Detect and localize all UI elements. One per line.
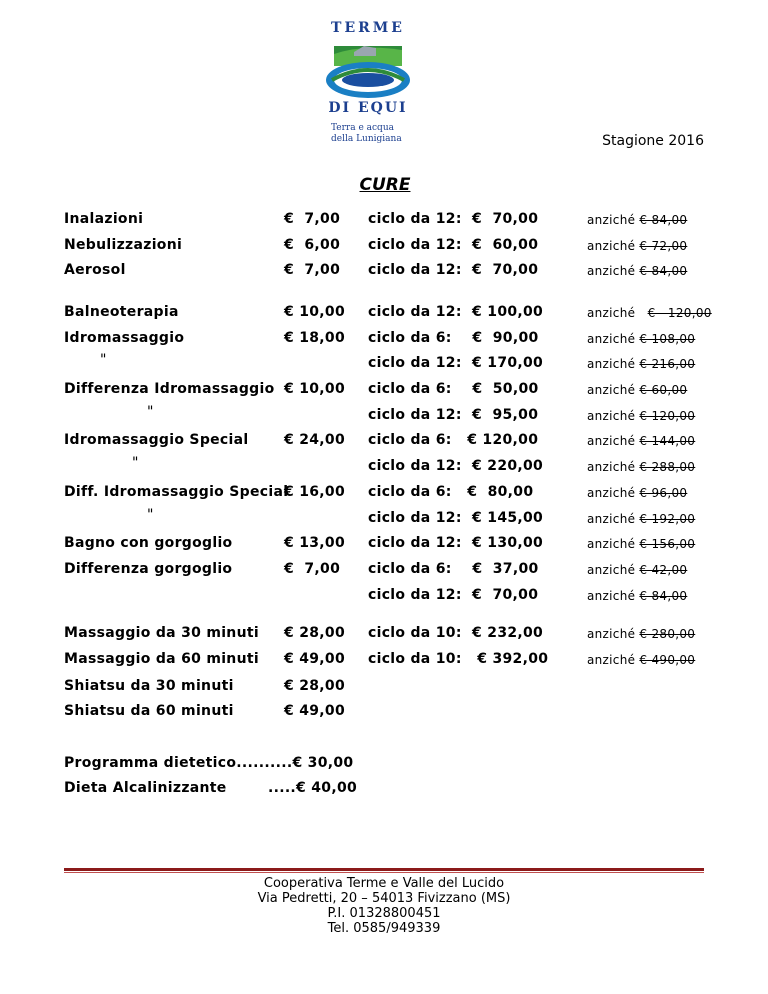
treatment-name: Idromassaggio [64,330,185,346]
old-price-value: € 42,00 [639,563,688,577]
old-price-value: € 84,00 [639,264,688,278]
treatment-price: € 16,00 [284,484,345,500]
treatment-price: € 7,00 [284,561,341,577]
treatment-price: € 6,00 [284,237,341,253]
old-price-value: € 84,00 [639,589,688,603]
cycle-price: ciclo da 10: € 392,00 [368,651,549,667]
cycle-price: ciclo da 6: € 50,00 [368,381,539,397]
logo-tagline [331,123,402,145]
treatment-name: Idromassaggio Special [64,432,249,448]
ditto-mark: " [147,404,154,420]
treatment-name: Massaggio da 60 minuti [64,651,259,667]
diet-program-line: Programma dietetico..........€ 30,00 [64,755,354,771]
old-price-value: € 192,00 [639,512,696,526]
treatment-price: € 49,00 [284,651,345,667]
cycle-price: ciclo da 12: € 70,00 [368,587,539,603]
treatment-price: € 49,00 [284,703,345,719]
old-price [587,357,695,371]
treatment-price: € 7,00 [284,262,341,278]
treatment-name: Diff. Idromassaggio Special [64,484,289,500]
cycle-price: ciclo da 12: € 100,00 [368,304,544,320]
old-price-value: € 120,00 [647,306,712,320]
cycle-price: ciclo da 12: € 145,00 [368,510,544,526]
treatment-name: Differenza gorgoglio [64,561,233,577]
old-price [587,537,695,551]
old-price-value: € 108,00 [639,332,696,346]
old-price-prefix: anziché [587,306,648,320]
old-price-prefix: anziché [587,213,640,227]
treatment-price: € 13,00 [284,535,345,551]
cycle-price: ciclo da 12: € 70,00 [368,211,539,227]
old-price-prefix: anziché [587,512,640,526]
logo-title-bottom: DI EQUI [328,100,408,116]
treatment-name: Aerosol [64,262,126,278]
old-price [587,589,687,603]
footer-street: Via Pedretti, 20 – 54013 Fivizzano (MS) [257,891,511,906]
treatment-name: Balneoterapia [64,304,179,320]
old-price-prefix: anziché [587,589,640,603]
logo-tagline-1: Terra e acqua [331,123,394,133]
cycle-price: ciclo da 12: € 95,00 [368,407,539,423]
old-price [587,409,695,423]
old-price-value: € 280,00 [639,627,696,641]
season-label: Stagione 2016 [602,133,704,149]
old-price-prefix: anziché [587,627,640,641]
old-price-value: € 156,00 [639,537,696,551]
old-price-value: € 120,00 [639,409,696,423]
treatment-name: Differenza Idromassaggio [64,381,275,397]
old-price-prefix: anziché [587,264,640,278]
old-price-value: € 288,00 [639,460,696,474]
cycle-price: ciclo da 12: € 60,00 [368,237,539,253]
treatment-price: € 28,00 [284,678,345,694]
cycle-price: ciclo da 6: € 37,00 [368,561,539,577]
cycle-price: ciclo da 6: € 90,00 [368,330,539,346]
old-price-prefix: anziché [587,563,640,577]
old-price-prefix: anziché [587,460,640,474]
old-price-prefix: anziché [587,332,640,346]
treatment-price: € 28,00 [284,625,345,641]
ditto-mark: " [132,455,139,471]
old-price [587,332,695,346]
old-price-prefix: anziché [587,409,640,423]
logo-emblem-icon [324,40,412,100]
old-price-prefix: anziché [587,434,640,448]
old-price-prefix: anziché [587,486,640,500]
footer-company: Cooperativa Terme e Valle del Lucido [263,876,505,891]
old-price-value: € 60,00 [639,383,688,397]
old-price [587,434,695,448]
old-price-prefix: anziché [587,239,640,253]
ditto-mark: " [147,507,154,523]
old-price [587,563,687,577]
cycle-price: ciclo da 10: € 232,00 [368,625,544,641]
cycle-price: ciclo da 12: € 170,00 [368,355,544,371]
footer-divider [64,868,704,871]
treatment-price: € 10,00 [284,381,345,397]
treatment-price: € 24,00 [284,432,345,448]
footer-address [0,876,768,936]
logo-tagline-2: della Lunigiana [331,134,402,144]
treatment-name: Shiatsu da 60 minuti [64,703,234,719]
treatment-name: Bagno con gorgoglio [64,535,233,551]
old-price-value: € 84,00 [639,213,688,227]
old-price-value: € 216,00 [639,357,696,371]
old-price [587,653,695,667]
page-title: CURE [359,175,411,195]
footer-phone: Tel. 0585/949339 [327,921,441,936]
old-price-prefix: anziché [587,357,640,371]
old-price-value: € 72,00 [639,239,688,253]
old-price [587,627,695,641]
cycle-price: ciclo da 6: € 120,00 [368,432,539,448]
old-price-value: € 96,00 [639,486,688,500]
old-price [587,264,687,278]
old-price [587,239,687,253]
cycle-price: ciclo da 12: € 220,00 [368,458,544,474]
treatment-name: Nebulizzazioni [64,237,183,253]
old-price-prefix: anziché [587,383,640,397]
treatment-name: Inalazioni [64,211,144,227]
old-price [587,460,695,474]
old-price-value: € 144,00 [639,434,696,448]
old-price [587,486,687,500]
treatment-name: Massaggio da 30 minuti [64,625,259,641]
cycle-price: ciclo da 12: € 130,00 [368,535,544,551]
treatment-price: € 10,00 [284,304,345,320]
alkaline-diet-line: Dieta Alcalinizzante .....€ 40,00 [64,780,358,796]
old-price-value: € 490,00 [639,653,696,667]
treatment-price: € 7,00 [284,211,341,227]
old-price-prefix: anziché [587,653,640,667]
footer-divider-thin [64,872,704,873]
treatment-name: Shiatsu da 30 minuti [64,678,234,694]
logo-title-top: TERME [331,20,405,36]
ditto-mark: " [100,352,107,368]
cycle-price: ciclo da 12: € 70,00 [368,262,539,278]
old-price [587,512,695,526]
cycle-price: ciclo da 6: € 80,00 [368,484,534,500]
old-price [587,306,712,320]
footer-vat: P.I. 01328800451 [327,906,441,921]
terme-di-equi-logo [318,18,418,144]
treatment-price: € 18,00 [284,330,345,346]
old-price [587,213,687,227]
old-price-prefix: anziché [587,537,640,551]
old-price [587,383,687,397]
